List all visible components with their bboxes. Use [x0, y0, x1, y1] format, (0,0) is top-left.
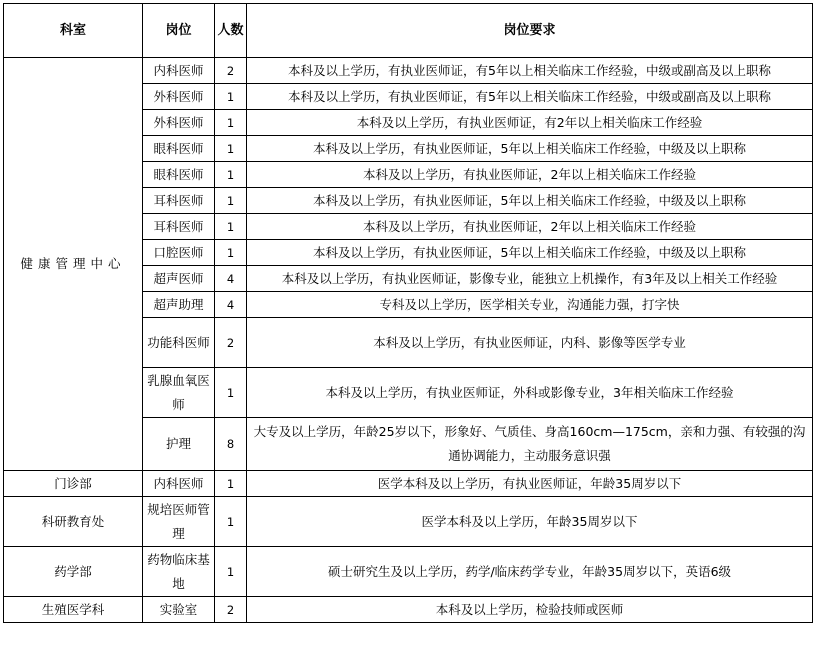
table-row — [4, 547, 813, 597]
table-row — [4, 471, 813, 497]
requirement-cell: 本科及以上学历，有执业医师证，5年以上相关临床工作经验，中级及以上职称 — [247, 136, 813, 162]
dept-cell: 药学部 — [4, 547, 143, 597]
position-cell: 乳腺血氧医师 — [143, 368, 215, 418]
table-row — [4, 58, 813, 84]
position-cell: 耳科医师 — [143, 214, 215, 240]
requirement-cell: 本科及以上学历，有执业医师证，影像专业，能独立上机操作，有3年及以上相关工作经验 — [247, 266, 813, 292]
dept-cell: 科研教育处 — [4, 497, 143, 547]
count-cell: 1 — [215, 547, 247, 597]
requirement-cell: 专科及以上学历，医学相关专业，沟通能力强，打字快 — [247, 292, 813, 318]
requirement-cell: 本科及以上学历，有执业医师证，2年以上相关临床工作经验 — [247, 214, 813, 240]
count-cell: 1 — [215, 84, 247, 110]
position-cell: 眼科医师 — [143, 136, 215, 162]
position-cell: 功能科医师 — [143, 318, 215, 368]
count-cell: 8 — [215, 418, 247, 471]
requirement-cell: 本科及以上学历，有执业医师证，外科或影像专业，3年相关临床工作经验 — [247, 368, 813, 418]
position-cell: 内科医师 — [143, 58, 215, 84]
requirement-cell: 本科及以上学历，有执业医师证，5年以上相关临床工作经验，中级及以上职称 — [247, 188, 813, 214]
dept-cell: 生殖医学科 — [4, 597, 143, 623]
count-cell: 4 — [215, 292, 247, 318]
position-cell: 耳科医师 — [143, 188, 215, 214]
requirement-cell: 本科及以上学历，有执业医师证，有2年以上相关临床工作经验 — [247, 110, 813, 136]
requirement-cell: 本科及以上学历，有执业医师证，有5年以上相关临床工作经验，中级或副高及以上职称 — [247, 58, 813, 84]
position-cell: 口腔医师 — [143, 240, 215, 266]
requirement-cell: 大专及以上学历，年龄25岁以下，形象好、气质佳、身高160cm—175cm，亲和力强、有较强的沟通协调能力，主动服务意识强 — [247, 418, 813, 471]
position-cell: 外科医师 — [143, 84, 215, 110]
count-cell: 4 — [215, 266, 247, 292]
count-cell: 2 — [215, 58, 247, 84]
count-cell: 1 — [215, 240, 247, 266]
requirement-cell: 本科及以上学历，有执业医师证，2年以上相关临床工作经验 — [247, 162, 813, 188]
requirement-cell: 医学本科及以上学历，有执业医师证，年龄35周岁以下 — [247, 471, 813, 497]
position-cell: 护理 — [143, 418, 215, 471]
requirement-cell: 本科及以上学历，有执业医师证，内科、影像等医学专业 — [247, 318, 813, 368]
count-cell: 1 — [215, 136, 247, 162]
position-cell: 眼科医师 — [143, 162, 215, 188]
header-count: 人数 — [215, 4, 247, 58]
position-cell: 实验室 — [143, 597, 215, 623]
recruitment-table — [3, 3, 813, 623]
count-cell: 1 — [215, 162, 247, 188]
position-cell: 超声助理 — [143, 292, 215, 318]
count-cell: 2 — [215, 318, 247, 368]
count-cell: 1 — [215, 368, 247, 418]
requirement-cell: 医学本科及以上学历，年龄35周岁以下 — [247, 497, 813, 547]
requirement-cell: 本科及以上学历，检验技师或医师 — [247, 597, 813, 623]
requirement-cell: 本科及以上学历，有执业医师证，5年以上相关临床工作经验，中级及以上职称 — [247, 240, 813, 266]
table-row — [4, 497, 813, 547]
requirement-cell: 硕士研究生及以上学历，药学/临床药学专业，年龄35周岁以下，英语6级 — [247, 547, 813, 597]
header-dept: 科室 — [4, 4, 143, 58]
position-cell: 内科医师 — [143, 471, 215, 497]
count-cell: 1 — [215, 471, 247, 497]
count-cell: 1 — [215, 110, 247, 136]
dept-cell: 门诊部 — [4, 471, 143, 497]
header-position: 岗位 — [143, 4, 215, 58]
requirement-cell: 本科及以上学历，有执业医师证，有5年以上相关临床工作经验，中级或副高及以上职称 — [247, 84, 813, 110]
count-cell: 1 — [215, 214, 247, 240]
position-cell: 规培医师管理 — [143, 497, 215, 547]
header-requirement: 岗位要求 — [247, 4, 813, 58]
count-cell: 1 — [215, 188, 247, 214]
position-cell: 超声医师 — [143, 266, 215, 292]
position-cell: 药物临床基地 — [143, 547, 215, 597]
table-row — [4, 597, 813, 623]
position-cell: 外科医师 — [143, 110, 215, 136]
count-cell: 2 — [215, 597, 247, 623]
dept-cell: 健康管理中心 — [4, 58, 143, 471]
count-cell: 1 — [215, 497, 247, 547]
